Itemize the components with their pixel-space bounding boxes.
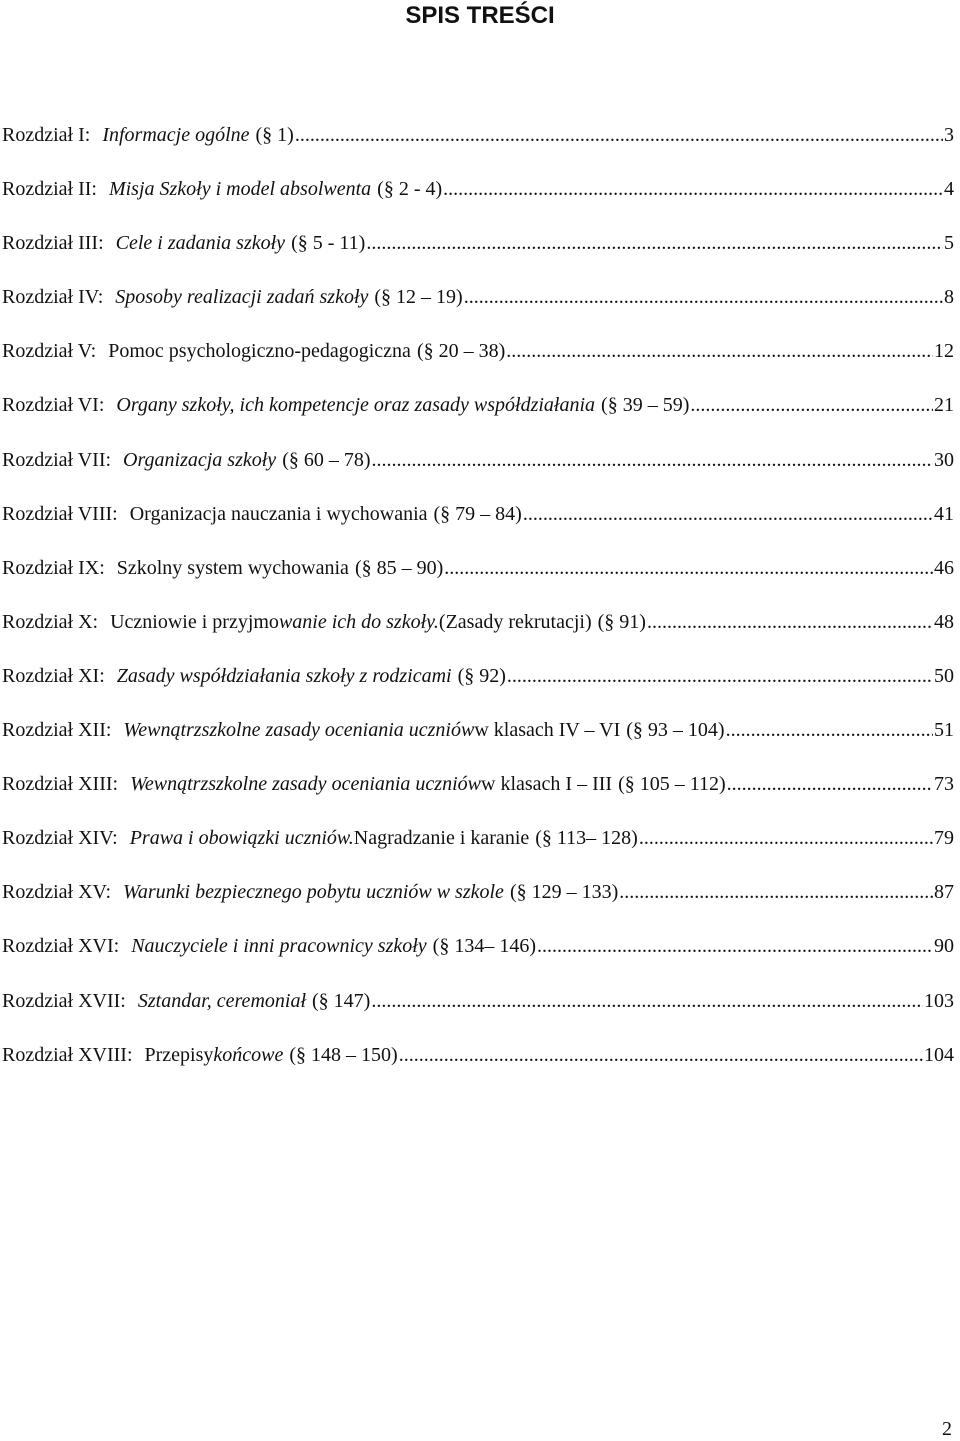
toc-entry[interactable]: [2, 124, 954, 178]
toc-entry[interactable]: [2, 286, 954, 340]
chapter-label: Rozdział XVII:: [2, 989, 126, 1012]
chapter-label: Rozdział XII:: [2, 719, 112, 742]
chapter-title: Uczniowie i przyjmo: [110, 610, 279, 633]
chapter-label: Rozdział III:: [2, 232, 104, 255]
dot-leader: [464, 286, 943, 309]
chapter-title: wanie ich do szkoły.: [278, 610, 439, 633]
section-range: (§ 85 – 90): [354, 556, 444, 579]
page-ref: 90: [934, 935, 954, 958]
section-range: (§ 79 – 84): [433, 502, 522, 525]
page-ref: 4: [944, 178, 954, 201]
toc-entry[interactable]: [2, 881, 954, 935]
chapter-title: końcowe: [213, 1043, 284, 1066]
dot-leader: [523, 503, 933, 526]
section-range: (§ 60 – 78): [282, 448, 371, 471]
page-ref: 104: [924, 1043, 954, 1066]
chapter-label: Rozdział VIII:: [2, 502, 118, 525]
chapter-label: Rozdział XIV:: [2, 827, 118, 850]
chapter-label: Rozdział XVI:: [2, 935, 120, 958]
chapter-title: Sztandar, ceremoniał: [137, 989, 306, 1012]
chapter-label: Rozdział V:: [2, 340, 97, 363]
section-range: (§ 105 – 112): [618, 773, 726, 796]
chapter-title: (Zasady rekrutacji): [438, 610, 592, 633]
page-ref: 5: [944, 232, 954, 255]
chapter-label: Rozdział IX:: [2, 556, 105, 579]
chapter-title: Pomoc psychologiczno-pedagogiczna: [108, 340, 411, 363]
section-range: (§ 1): [255, 124, 294, 146]
chapter-label: Rozdział II:: [2, 178, 97, 201]
toc-entry[interactable]: [2, 178, 954, 232]
toc-entry[interactable]: [2, 340, 954, 394]
section-range: (§ 91): [597, 610, 646, 633]
page-ref: 87: [934, 881, 954, 904]
toc-entry[interactable]: [2, 1044, 954, 1098]
page-ref: 79: [934, 827, 954, 850]
dot-leader: [726, 719, 933, 742]
dot-leader: [727, 773, 933, 796]
chapter-title: Organy szkoły, ich kompetencje oraz zasady współdziałania: [116, 394, 596, 417]
dot-leader: [619, 881, 933, 904]
section-range: (§ 92): [457, 664, 506, 687]
page-number: 2: [942, 1418, 952, 1440]
dot-leader: [506, 340, 933, 363]
chapter-label: Rozdział XVIII:: [2, 1043, 133, 1066]
chapter-title: Sposoby realizacji zadań szkoły: [115, 286, 369, 309]
chapter-title: Informacje ogólne: [102, 124, 250, 146]
section-range: (§ 20 – 38): [416, 340, 506, 363]
toc-entry[interactable]: [2, 935, 954, 989]
chapter-title: Zasady współdziałania szkoły z rodzicami: [116, 664, 452, 687]
dot-leader: [690, 394, 933, 417]
chapter-title: Prawa i obowiązki uczniów.: [129, 827, 354, 850]
chapter-label: Rozdział VII:: [2, 448, 112, 471]
chapter-title: Wewnątrzszkolne zasady oceniania uczniów: [123, 719, 475, 742]
chapter-title: Organizacja nauczania i wychowania: [129, 502, 428, 525]
chapter-label: Rozdział XI:: [2, 664, 105, 687]
chapter-label: Rozdział IV:: [2, 286, 104, 309]
dot-leader: [647, 611, 933, 634]
section-range: (§ 2 - 4): [377, 178, 443, 201]
page-ref: 73: [934, 773, 954, 796]
section-range: (§ 148 – 150): [289, 1043, 398, 1066]
chapter-label: Rozdział X:: [2, 610, 99, 633]
page-ref: 48: [934, 610, 954, 633]
chapter-label: Rozdział XIII:: [2, 773, 119, 796]
page-ref: 3: [944, 124, 954, 146]
section-range: (§ 113– 128): [535, 827, 638, 850]
page-ref: 41: [934, 502, 954, 525]
page-ref: 8: [944, 286, 954, 309]
chapter-title: w klasach I – III: [481, 773, 613, 796]
toc-entry[interactable]: [2, 719, 954, 773]
chapter-title: Szkolny system wychowania: [116, 556, 349, 579]
dot-leader: [443, 178, 943, 201]
toc-entry[interactable]: [2, 449, 954, 503]
chapter-title: Warunki bezpiecznego pobytu uczniów w szkole: [123, 881, 504, 904]
section-range: (§ 5 - 11): [291, 232, 366, 255]
dot-leader: [537, 935, 933, 958]
section-range: (§ 12 – 19): [374, 286, 463, 309]
page-ref: 51: [934, 719, 954, 742]
dot-leader: [639, 827, 933, 850]
section-range: (§ 129 – 133): [509, 881, 619, 904]
dot-leader: [371, 990, 923, 1013]
chapter-title: Cele i zadania szkoły: [115, 232, 286, 255]
dot-leader: [444, 557, 933, 580]
dot-leader: [372, 449, 933, 472]
section-range: (§ 147): [312, 989, 371, 1012]
dot-leader: [366, 232, 943, 255]
chapter-title: w klasach IV – VI: [474, 719, 621, 742]
toc-entry[interactable]: [2, 827, 954, 881]
table-of-contents: [2, 124, 954, 1098]
section-range: (§ 39 – 59): [601, 394, 690, 417]
section-range: (§ 134– 146): [432, 935, 536, 958]
chapter-label: Rozdział VI:: [2, 394, 105, 417]
chapter-title: Wewnątrzszkolne zasady oceniania uczniów: [130, 773, 481, 796]
toc-entry[interactable]: [2, 611, 954, 665]
dot-leader: [507, 665, 933, 688]
chapter-title: Organizacja szkoły: [123, 448, 277, 471]
dot-leader: [399, 1044, 923, 1067]
dot-leader: [295, 124, 943, 147]
toc-entry[interactable]: [2, 990, 954, 1044]
page-ref: 46: [934, 556, 954, 579]
chapter-title: Misja Szkoły i model absolwenta: [108, 178, 372, 201]
toc-entry[interactable]: [2, 665, 954, 719]
toc-entry[interactable]: [2, 557, 954, 611]
toc-entry[interactable]: [2, 232, 954, 286]
page-ref: 21: [934, 394, 954, 417]
chapter-title: Nauczyciele i inni pracownicy szkoły: [131, 935, 427, 958]
chapter-label: Rozdział XV:: [2, 881, 112, 904]
section-range: (§ 93 – 104): [626, 719, 725, 742]
page-title: SPIS TREŚCI: [405, 2, 555, 29]
toc-entry[interactable]: [2, 773, 954, 827]
chapter-title: Przepisy: [144, 1043, 214, 1066]
toc-entry[interactable]: [2, 394, 954, 448]
page-ref: 103: [924, 989, 954, 1012]
page-ref: 50: [934, 664, 954, 687]
page-ref: 12: [934, 340, 954, 363]
chapter-title: Nagradzanie i karanie: [353, 827, 530, 850]
toc-entry[interactable]: [2, 503, 954, 557]
chapter-label: Rozdział I:: [2, 124, 91, 146]
page-ref: 30: [934, 448, 954, 471]
